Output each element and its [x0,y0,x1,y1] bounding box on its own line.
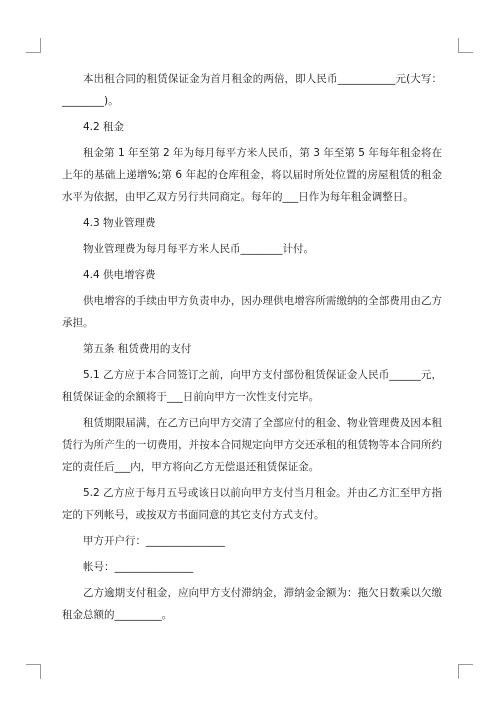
field-account: 帐号：_______________ [83,561,194,573]
paragraph-deposit-return: 租赁期限届满，在乙方已向甲方交清了全部应付的租金、物业管理费及因本租赁行为所产生的一切费用，并按本合同规定向甲方交还承租的租赁物等本合同所约定的责任后___内，甲方将向乙方无偿退还租赁保证金。 [62,417,442,473]
heading-management-fee: 4.3 物业管理费 [83,217,156,229]
document-body [62,68,442,626]
paragraph-5-1: 5.1 乙方应于本合同签订之前，向甲方支付部份租赁保证金人民币______元，租赁保证金的余额将于___日前向甲方一次性支付完毕。 [62,369,442,403]
crop-mark-top-left [26,38,41,53]
heading-power-fee: 4.4 供电增容费 [83,269,156,281]
crop-mark-bottom-left [26,664,41,679]
paragraph-late-fee: 乙方逾期支付租金，应向甲方支付滞纳金，滞纳金金额为：拖欠日数乘以欠缴租金总额的_________。 [62,587,442,621]
heading-article-five: 第五条 租赁费用的支付 [83,343,192,355]
paragraph-deposit: 本出租合同的租赁保证金为首月租金的两倍，即人民币___________元(大写：________)。 [62,73,442,107]
field-bank: 甲方开户行：_______________ [83,535,225,547]
paragraph-power-fee: 供电增容的手续由甲方负责申办，因办理供电增容所需缴纳的全部费用由乙方承担。 [62,295,442,329]
paragraph-rent: 租金第 1 年至第 2 年为每月每平方米人民币，第 3 年至第 5 年每年租金将在上年的基础上递增%;第 6 年起的仓库租金，将以届时所处位置的房屋租赁的租金水平为依据，由甲乙双方另行共同商定。每年的___日作为每年租金调整日。 [62,147,442,203]
paragraph-5-2: 5.2 乙方应于每月五号或该日以前向甲方支付当月租金。并由乙方汇至甲方指定的下列帐号，或按双方书面同意的其它支付方式支付。 [62,487,442,521]
crop-mark-bottom-right [458,664,473,679]
crop-mark-top-right [458,38,473,53]
heading-rent: 4.2 租金 [83,121,125,133]
paragraph-management-fee: 物业管理费为每月每平方米人民币________计付。 [83,243,314,255]
